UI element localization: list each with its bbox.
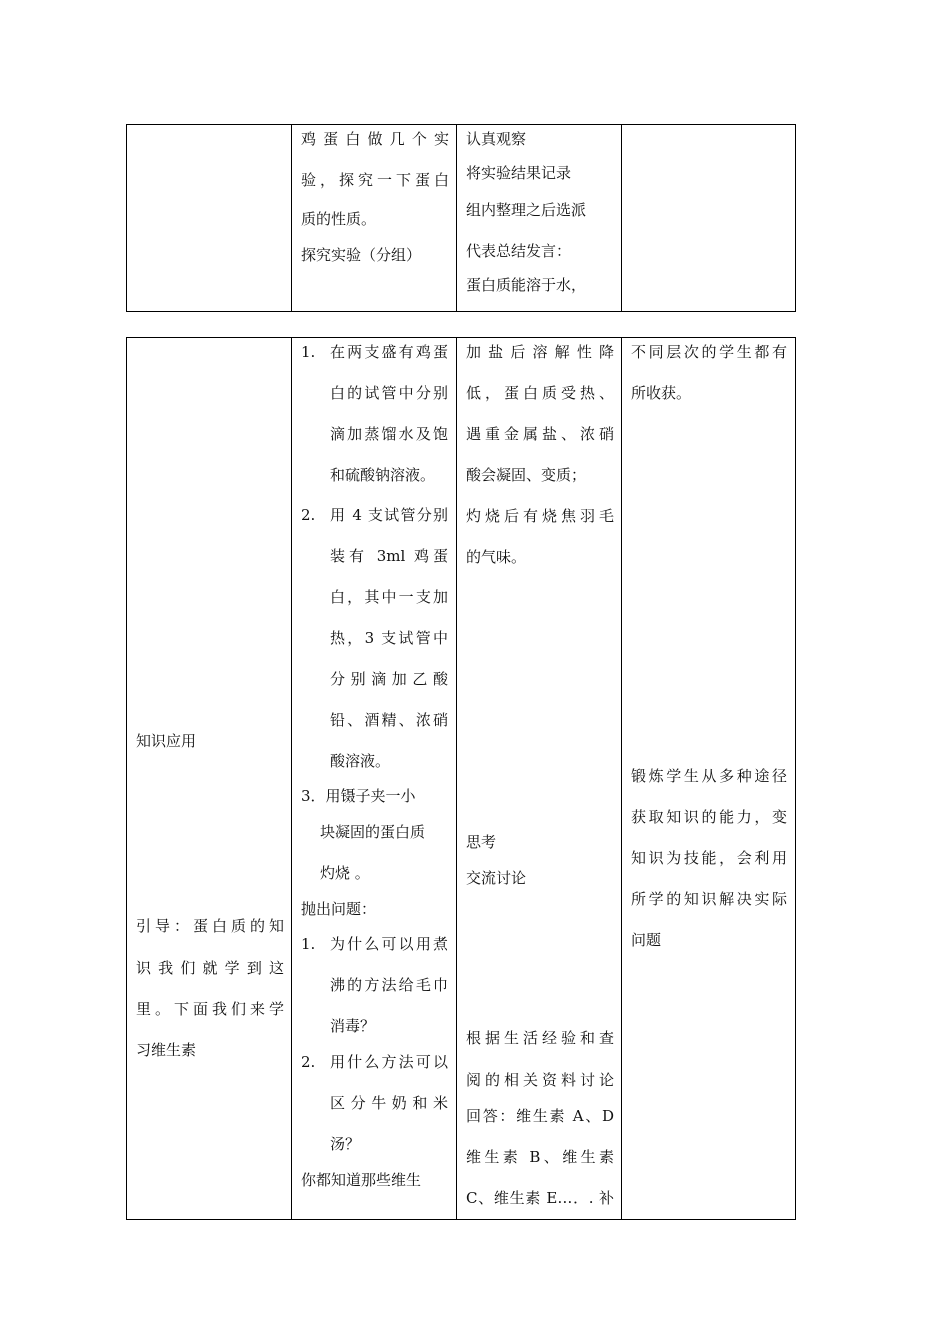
text-line: 热，3 支试管中 (330, 629, 448, 647)
text-line: 滴加蒸馏水及饱 (330, 425, 448, 443)
text-line: 酸溶液。 (330, 752, 391, 770)
text-line: 3．用镊子夹一小 (301, 787, 416, 805)
list-number: 1. (301, 935, 316, 953)
text-line: 白，其中一支加 (330, 588, 448, 606)
text-line: 识我们就学到这 (136, 959, 284, 977)
t2-col4-cell (622, 338, 796, 1220)
text-line: 加盐后溶解性降 (466, 343, 614, 361)
text-line: 思考 (466, 833, 497, 851)
text-line: 锻炼学生从多种途径 (631, 767, 787, 785)
text-line: 遇重金属盐、浓硝 (466, 425, 614, 443)
text-line: 装有 3ml 鸡蛋 (330, 547, 448, 565)
text-line: 回答：维生素 A、D (466, 1107, 614, 1125)
t1-col2-cell (292, 125, 457, 312)
text-line: 酸会凝固、变质； (466, 466, 587, 484)
text-line: 交流讨论 (466, 869, 527, 887)
text-line: 消毒？ (330, 1017, 376, 1035)
text-line: 用什么方法可以 (330, 1053, 448, 1071)
text-line: 和硫酸钠溶液。 (330, 466, 436, 484)
text-line: 引导：蛋白质的知 (136, 917, 284, 935)
text-line: 阅的相关资料讨论 (466, 1071, 614, 1089)
text-line: C、维生素 E…．. 补 (466, 1189, 614, 1207)
text-line: 认真观察 (466, 130, 527, 148)
text-line: 根据生活经验和查 (466, 1029, 614, 1047)
list-number: 2. (301, 506, 316, 524)
text-line: 鸡蛋白做几个实 (301, 130, 449, 148)
text-line: 铅、酒精、浓硝 (330, 711, 448, 729)
text-line: 白的试管中分别 (330, 384, 448, 402)
text-line: 分别滴加乙酸 (330, 670, 448, 688)
text-line: 你都知道那些维生 (301, 1171, 422, 1189)
text-line: 为什么可以用煮 (330, 935, 448, 953)
t1-col4-cell (622, 125, 796, 312)
t1-col1-cell (127, 125, 292, 312)
text-line: 不同层次的学生都有 (631, 343, 787, 361)
top-table-fragment (126, 124, 796, 312)
text-line: 代表总结发言： (466, 242, 572, 260)
t1-col3-cell (457, 125, 622, 312)
text-line: 蛋白质能溶于水， (466, 276, 587, 294)
text-line: 所学的知识解决实际 (631, 890, 787, 908)
text-line: 块凝固的蛋白质 (320, 823, 426, 841)
text-line: 知识为技能，会利用 (631, 849, 787, 867)
main-table (126, 337, 796, 1220)
text-line: 灼烧 。 (320, 864, 370, 882)
text-line: 的气味。 (466, 548, 527, 566)
section-heading: 知识应用 (136, 732, 197, 750)
text-line: 验，探究一下蛋白 (301, 171, 449, 189)
t2-col1-cell (127, 338, 292, 1220)
text-line: 用 4 支试管分别 (330, 506, 448, 524)
text-line: 获取知识的能力，变 (631, 808, 787, 826)
text-line: 在两支盛有鸡蛋 (330, 343, 448, 361)
text-line: 质的性质。 (301, 210, 377, 228)
list-number: 2. (301, 1053, 316, 1071)
text-line: 沸的方法给毛巾 (330, 976, 448, 994)
text-line: 抛出问题： (301, 900, 377, 918)
text-line: 所收获。 (631, 384, 692, 402)
text-line: 灼烧后有烧焦羽毛 (466, 507, 614, 525)
text-line: 探究实验（分组） (301, 246, 422, 264)
text-line: 低，蛋白质受热、 (466, 384, 614, 402)
text-line: 汤？ (330, 1135, 361, 1153)
text-line: 习维生素 (136, 1041, 197, 1059)
text-line: 将实验结果记录 (466, 164, 572, 182)
text-line: 里。下面我们来学 (136, 1000, 284, 1018)
t2-col3-cell (457, 338, 622, 1220)
text-line: 区分牛奶和米 (330, 1094, 448, 1112)
text-line: 组内整理之后选派 (466, 201, 587, 219)
list-number: 1. (301, 343, 316, 361)
t2-col2-cell (292, 338, 457, 1220)
text-line: 维生素 B、维生素 (466, 1148, 614, 1166)
text-line: 问题 (631, 931, 662, 949)
